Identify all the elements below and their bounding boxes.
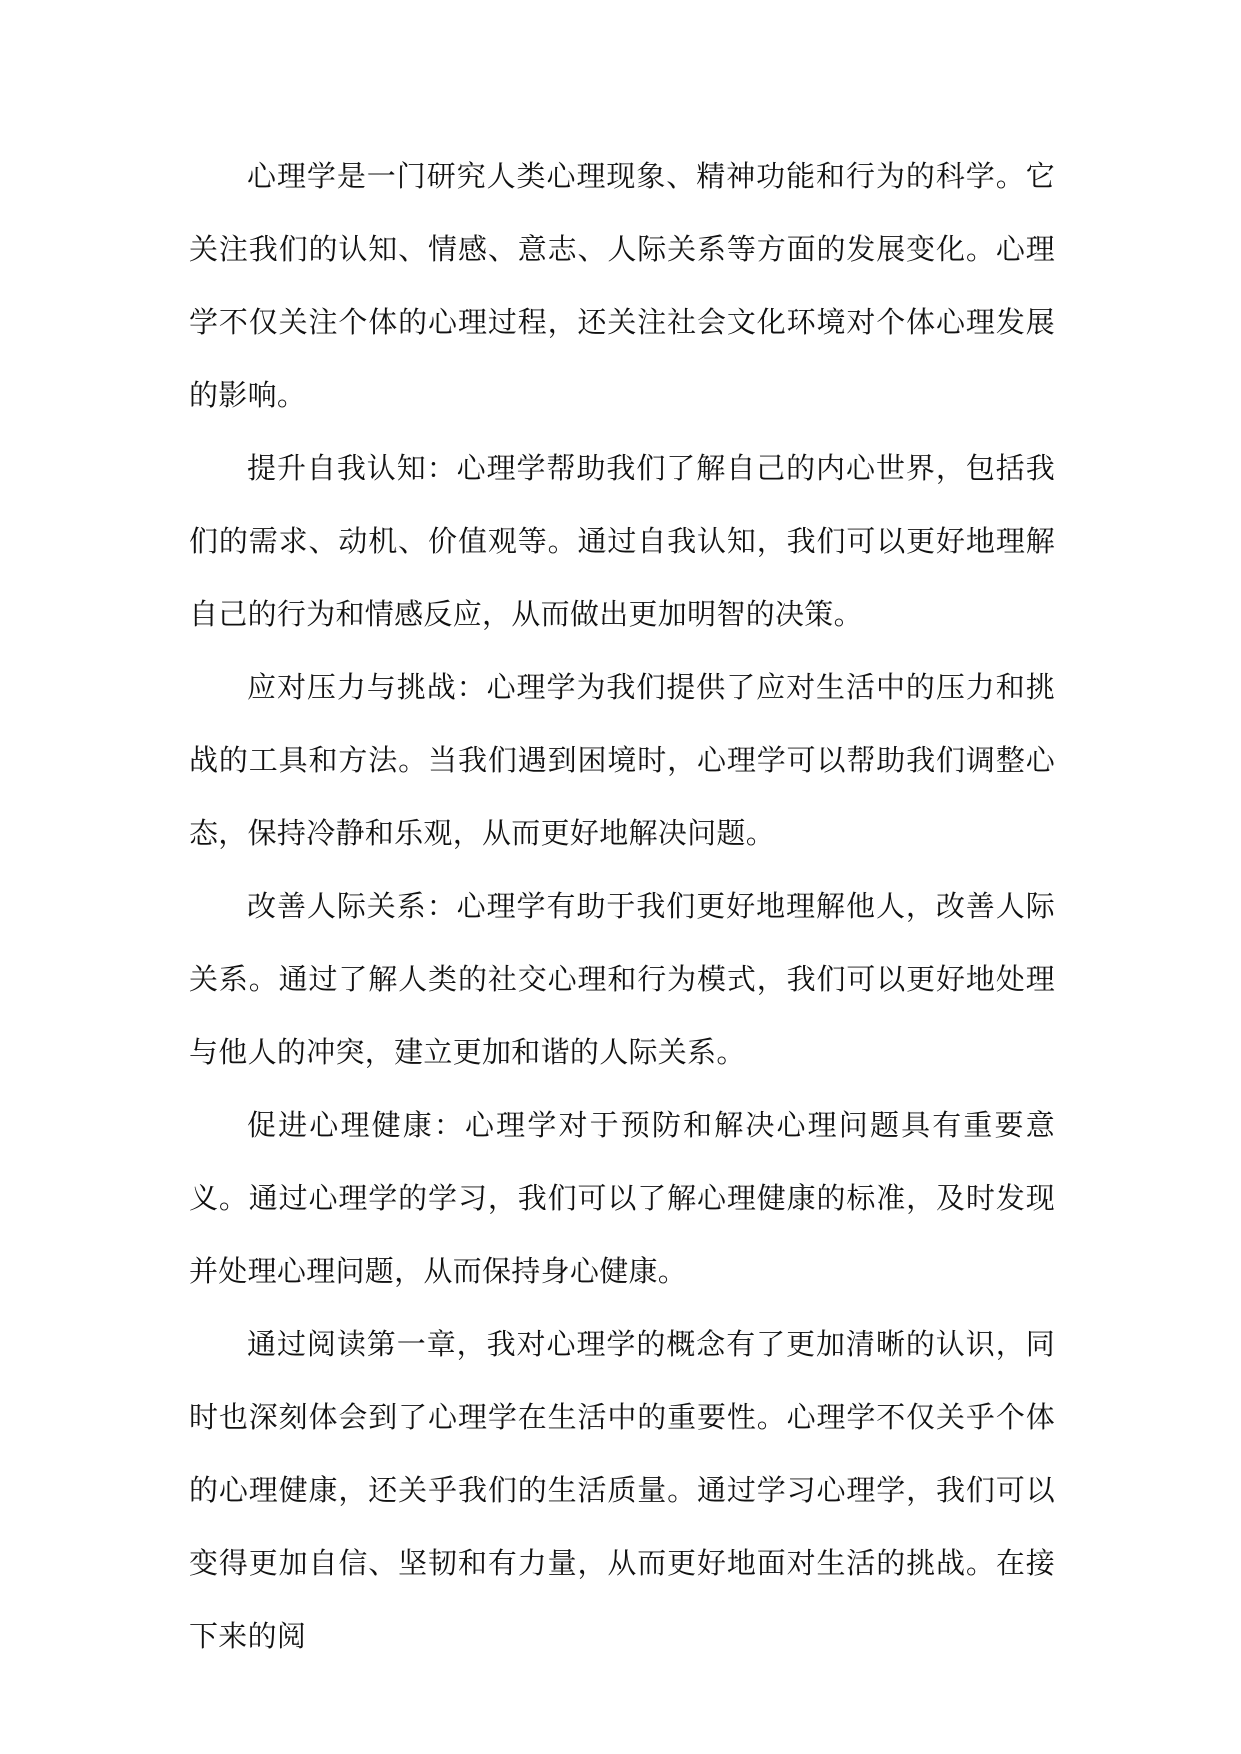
document-body — [189, 140, 1055, 1673]
paragraph-intro: 心理学是一门研究人类心理现象、精神功能和行为的科学。它关注我们的认知、情感、意志、人际关系等方面的发展变化。心理学不仅关注个体的心理过程，还关注社会文化环境对个体心理发展的影响。 — [189, 159, 1055, 412]
paragraph-stress-coping: 应对压力与挑战：心理学为我们提供了应对生活中的压力和挑战的工具和方法。当我们遇到困境时，心理学可以帮助我们调整心态，保持冷静和乐观，从而更好地解决问题。 — [189, 670, 1055, 850]
paragraph-self-awareness: 提升自我认知：心理学帮助我们了解自己的内心世界，包括我们的需求、动机、价值观等。通过自我认知，我们可以更好地理解自己的行为和情感反应，从而做出更加明智的决策。 — [189, 451, 1055, 631]
paragraph-relationships: 改善人际关系：心理学有助于我们更好地理解他人，改善人际关系。通过了解人类的社交心理和行为模式，我们可以更好地处理与他人的冲突，建立更加和谐的人际关系。 — [189, 889, 1055, 1069]
paragraph-mental-health: 促进心理健康：心理学对于预防和解决心理问题具有重要意义。通过心理学的学习，我们可以了解心理健康的标准，及时发现并处理心理问题，从而保持身心健康。 — [189, 1108, 1055, 1288]
paragraph-reflection: 通过阅读第一章，我对心理学的概念有了更加清晰的认识，同时也深刻体会到了心理学在生活中的重要性。心理学不仅关乎个体的心理健康，还关乎我们的生活质量。通过学习心理学，我们可以变得更加自信、坚韧和有力量，从而更好地面对生活的挑战。在接下来的阅 — [189, 1327, 1055, 1653]
